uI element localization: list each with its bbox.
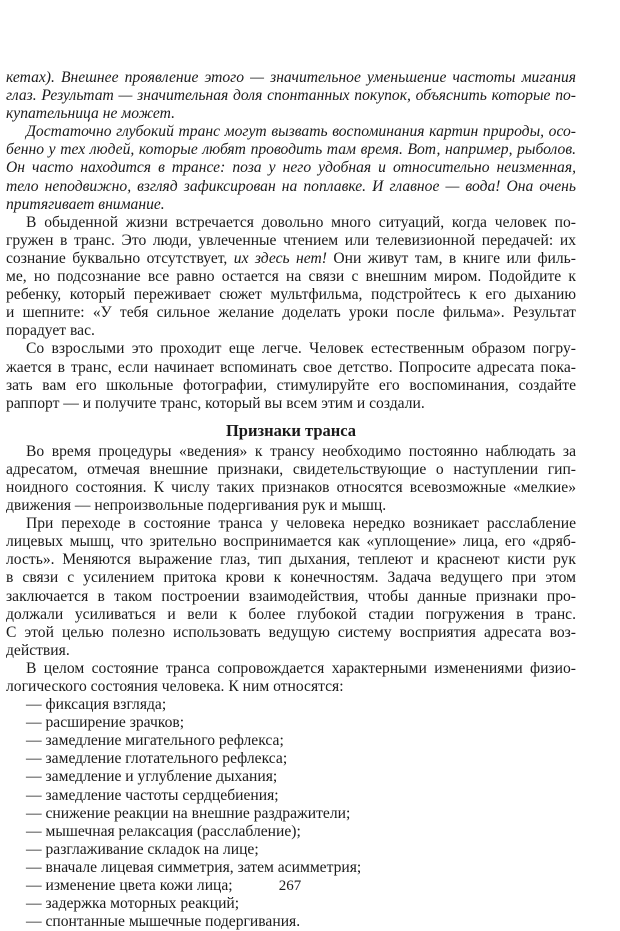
text-line: Достаточно глубокий транс могут вызвать воспоминания картин природы, осо- xyxy=(26,123,576,141)
paragraph xyxy=(6,214,576,341)
text-line: ноидного состояния. К числу таких признаков относятся всевозможные «мелкие» xyxy=(6,478,576,496)
page-number: 267 xyxy=(278,878,302,894)
text-line: При переходе в состояние транса у человека нередко возникает расслабление xyxy=(26,515,576,533)
text-line: кетах). Внешнее проявление этого — значительное уменьшение частоты мигания xyxy=(6,69,576,86)
list-item: — расширение зрачков; xyxy=(26,714,185,732)
paragraph xyxy=(6,443,576,515)
paragraph xyxy=(6,340,576,412)
paragraph xyxy=(6,69,576,123)
text-line: Во время процедуры «ведения» к трансу необходимо постоянно наблюдать за xyxy=(26,442,576,460)
list-item: — изменение цвета кожи лица; xyxy=(26,877,233,895)
text-line: тело неподвижно, взгляд зафиксирован на поплавке. И главное — вода! Она очень xyxy=(6,177,576,195)
text-line: гружен в транс. Это люди, увлеченные чтением или телевизионной передачей: их xyxy=(6,231,576,249)
list-item: — задержка моторных реакций; xyxy=(26,895,240,913)
paragraph xyxy=(6,123,576,213)
text-line: движения — непроизвольные подергивания рук и мышц. xyxy=(6,497,387,515)
text-line: логического состояния человека. К ним относятся: xyxy=(6,678,344,695)
text-line: бенно у тех людей, которые любят проводить там время. Вот, например, рыболов. xyxy=(6,141,576,159)
text-line: ребенку, который переживает сюжет мультфильма, подстройтесь к его дыханию xyxy=(6,286,576,304)
text-before-heading xyxy=(6,69,576,413)
text-line: действия. xyxy=(6,641,70,659)
list-item: — снижение реакции на внешние раздражители; xyxy=(26,804,351,822)
list-item: — замедление частоты сердцебиения; xyxy=(26,786,279,804)
text-line: глаз. Результат — значительная доля спонтанных покупок, объяснить которые по- xyxy=(6,87,576,105)
list-item: — замедление и углубление дыхания; xyxy=(26,768,278,786)
text-line: В обыденной жизни встречается довольно много ситуаций, когда человек по- xyxy=(26,213,576,231)
text-line: должали усиливаться и вели к более глубокой стадии погружения в транс. xyxy=(6,605,576,623)
list-item: — вначале лицевая симметрия, затем асимметрия; xyxy=(26,858,362,876)
text-line: купательница не может. xyxy=(6,105,175,123)
list-item: — замедление мигательного рефлекса; xyxy=(26,732,284,750)
paragraph xyxy=(6,515,576,660)
text-line: Он часто находится в трансе: поза у него удобная и относительно неизменная, xyxy=(6,159,576,177)
text-line: порадует вас. xyxy=(6,322,95,340)
text-line: лость». Меняются выражение глаз, тип дыхания, теплеют и краснеют кисти рук xyxy=(6,551,576,569)
text-line: ме, но подсознание все равно остается на связи с внешним миром. Подойдите к xyxy=(6,268,576,286)
paragraph xyxy=(6,660,576,696)
text-line: адресатом, отмечая внешние признаки, свидетельствующие о наступлении гип- xyxy=(6,460,576,478)
page-body xyxy=(6,69,576,931)
text-line: раппорт — и получите транс, который вы всем этим и создали. xyxy=(6,394,425,412)
text-line: заключается в таком построении взаимодействия, чтобы данные признаки про- xyxy=(6,587,576,605)
list-item: — спонтанные мышечные подергивания. xyxy=(26,913,301,931)
signs-list xyxy=(6,696,576,931)
text-line: сознание буквально отсутствует, их здесь нет! Они живут там, в книге или филь- xyxy=(6,249,576,267)
list-item: — фиксация взгляда; xyxy=(26,696,167,714)
text-line: притягивает внимание. xyxy=(6,195,165,213)
list-item: — разглаживание складок на лице; xyxy=(26,840,259,858)
text-after-heading xyxy=(6,443,576,696)
text-line: и шепните: «У тебя сильное желание доделать уроки после фильма». Результат xyxy=(6,304,576,322)
section-heading: Признаки транса xyxy=(225,420,357,440)
list-item: — замедление глотательного рефлекса; xyxy=(26,750,288,768)
text-line: зать вам его школьные фотографии, стимулируйте его воспоминания, создайте xyxy=(6,376,576,394)
text-line: С этой целью полезно использовать ведущую систему восприятия адресата воз- xyxy=(6,623,576,641)
text-line: жается в транс, если начинает вспоминать свое детство. Попросите адресата пока- xyxy=(6,358,576,376)
list-item: — мышечная релаксация (расслабление); xyxy=(26,822,301,840)
text-line: В целом состояние транса сопровождается характерными изменениями физио- xyxy=(26,659,576,677)
text-line: лицевых мышц, что зрительно воспринимается как «уплощение» лица, его «дряб- xyxy=(6,533,576,551)
text-line: в связи с усилением притока крови к конечностям. Задача ведущего при этом xyxy=(6,569,576,587)
text-line: Со взрослыми это проходит еще легче. Человек естественным образом погру- xyxy=(26,340,576,358)
emphasis: их здесь нет! xyxy=(233,249,327,267)
